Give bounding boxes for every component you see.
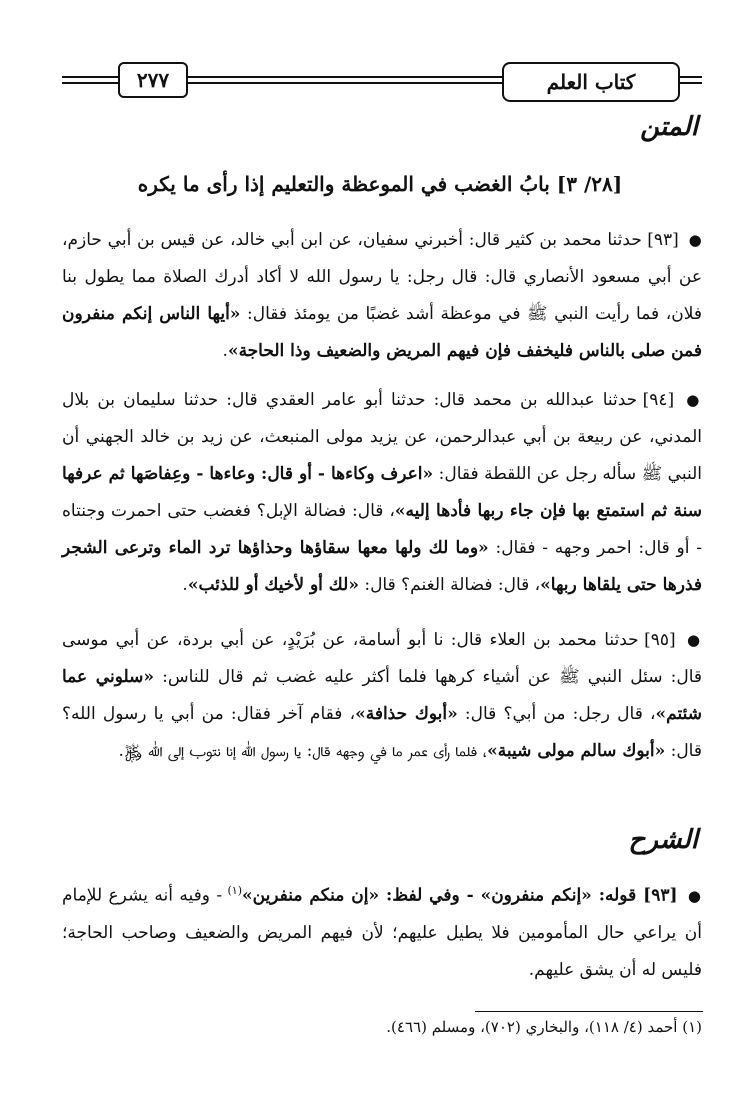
bullet: ●: [688, 231, 703, 249]
hadith-text: ، قال رجل: من أبي؟ قال:: [457, 704, 656, 724]
hadith-quote: «أبوك حذافة»: [355, 704, 458, 724]
page-number: ٢٧٧: [118, 62, 188, 98]
bullet: ●: [686, 631, 702, 649]
hadith-93: [62, 222, 702, 370]
hadith-quote: «أيها الناس إنكم منفرون فمن صلى بالناس فليخفف فإن فيهم المريض والضعيف وذا الحاجة»: [62, 304, 702, 361]
matn-label: المتن: [640, 112, 698, 142]
hadith-text: [٩٥] حدثنا محمد بن العلاء قال: نا أبو أسامة، عن بُرَيْدٍ، عن أبي بردة، عن أبي موسى قال: سئل النبي ﷺ عن أشياء كرهها فلما أكثر عليه غضب ثم قال للناس:: [62, 630, 703, 687]
hadith-quote: «وما لك ولها معها سقاؤها وحذاؤها ترد الماء وترعى الشجر فذرها حتى يلقاها ربها»: [62, 538, 702, 595]
bullet: ●: [687, 886, 703, 905]
hadith-text: ، قال: فضالة الإبل؟ فغضب حتى احمرت وجنتاه - أو قال: احمر وجهه - فقال:: [62, 501, 702, 558]
chapter-title: [٢٨/ ٣] بابُ الغضب في الموعظة والتعليم إذا رأى ما يكره: [137, 172, 623, 196]
page-header: [62, 56, 702, 102]
hadith-quote: «لك أو لأخيك أو للذئب»: [187, 575, 359, 595]
footnote-ref: (١): [227, 884, 242, 897]
footnote: (١) أحمد (٤/ ١١٨)، والبخاري (٧٠٢)، ومسلم (٤٦٦).: [386, 1018, 702, 1036]
footnote-rule: [475, 1011, 703, 1012]
hadith-text: [٩٤] حدثنا عبدالله بن محمد قال: حدثنا أبو عامر العقدي قال: حدثنا سليمان بن بلال المدني، عن ربيعة بن أبي عبدالرحمن، عن يزيد مولى المنبعث، عن زيد بن خالد الجهني أن النبي ﷺ سأله رجل عن اللقطة فقال:: [62, 390, 703, 484]
commentary-text: - وفيه أنه يشرع للإمام أن يراعي حال المأمومين فلا يطيل عليهم؛ لأن فيهم المريض والضعيف وصاحب الحاجة؛ فليس له أن يشق عليهم.: [62, 885, 702, 980]
commentary-93: [62, 872, 702, 989]
hadith-text: .: [222, 341, 228, 361]
hadith-text: [٩٣] حدثنا محمد بن كثير قال: أخبرني سفيان، عن ابن أبي خالد، عن قيس بن أبي حازم، عن أبي مسعود الأنصاري قال: قال رجل: يا رسول الله لا أكاد أدرك الصلاة مما يطول بنا فلان، فما رأيت النبي ﷺ في موعظة أشد غضبًا من يومئذ فقال:: [62, 230, 702, 324]
hadith-text: ، قال: فضالة الغنم؟ قال:: [358, 575, 541, 595]
hadith-94: [62, 382, 702, 604]
hadith-text: ، فقام آخر فقال: من أبي يا رسول الله؟ قال:: [62, 704, 702, 761]
hadith-text: .: [182, 575, 188, 595]
hadith-95: [62, 622, 702, 770]
commentary-heading: [٩٣] قوله: «إنكم منفرون» - وفي لفظ: «إن منكم منفرين»: [242, 885, 678, 906]
hadith-quote: «سلوني عما شئتم»: [62, 667, 702, 724]
hadith-quote: «اعرف وكاءها - أو قال: وعاءها - وعِفاصَها ثم عرفها سنة ثم استمتع بها فإن جاء ربها فأدها إليه»: [62, 464, 702, 521]
hadith-quote: «أبوك سالم مولى شيبة»: [487, 741, 666, 761]
hadith-text: ، فلما رأى عمر ما في وجهه قال: يا رسول الله إنا نتوب إلى الله ﷿.: [118, 741, 488, 761]
bullet: ●: [686, 391, 702, 409]
book-title: كتاب العلم: [502, 62, 680, 102]
sharh-label: الشرح: [628, 825, 698, 855]
